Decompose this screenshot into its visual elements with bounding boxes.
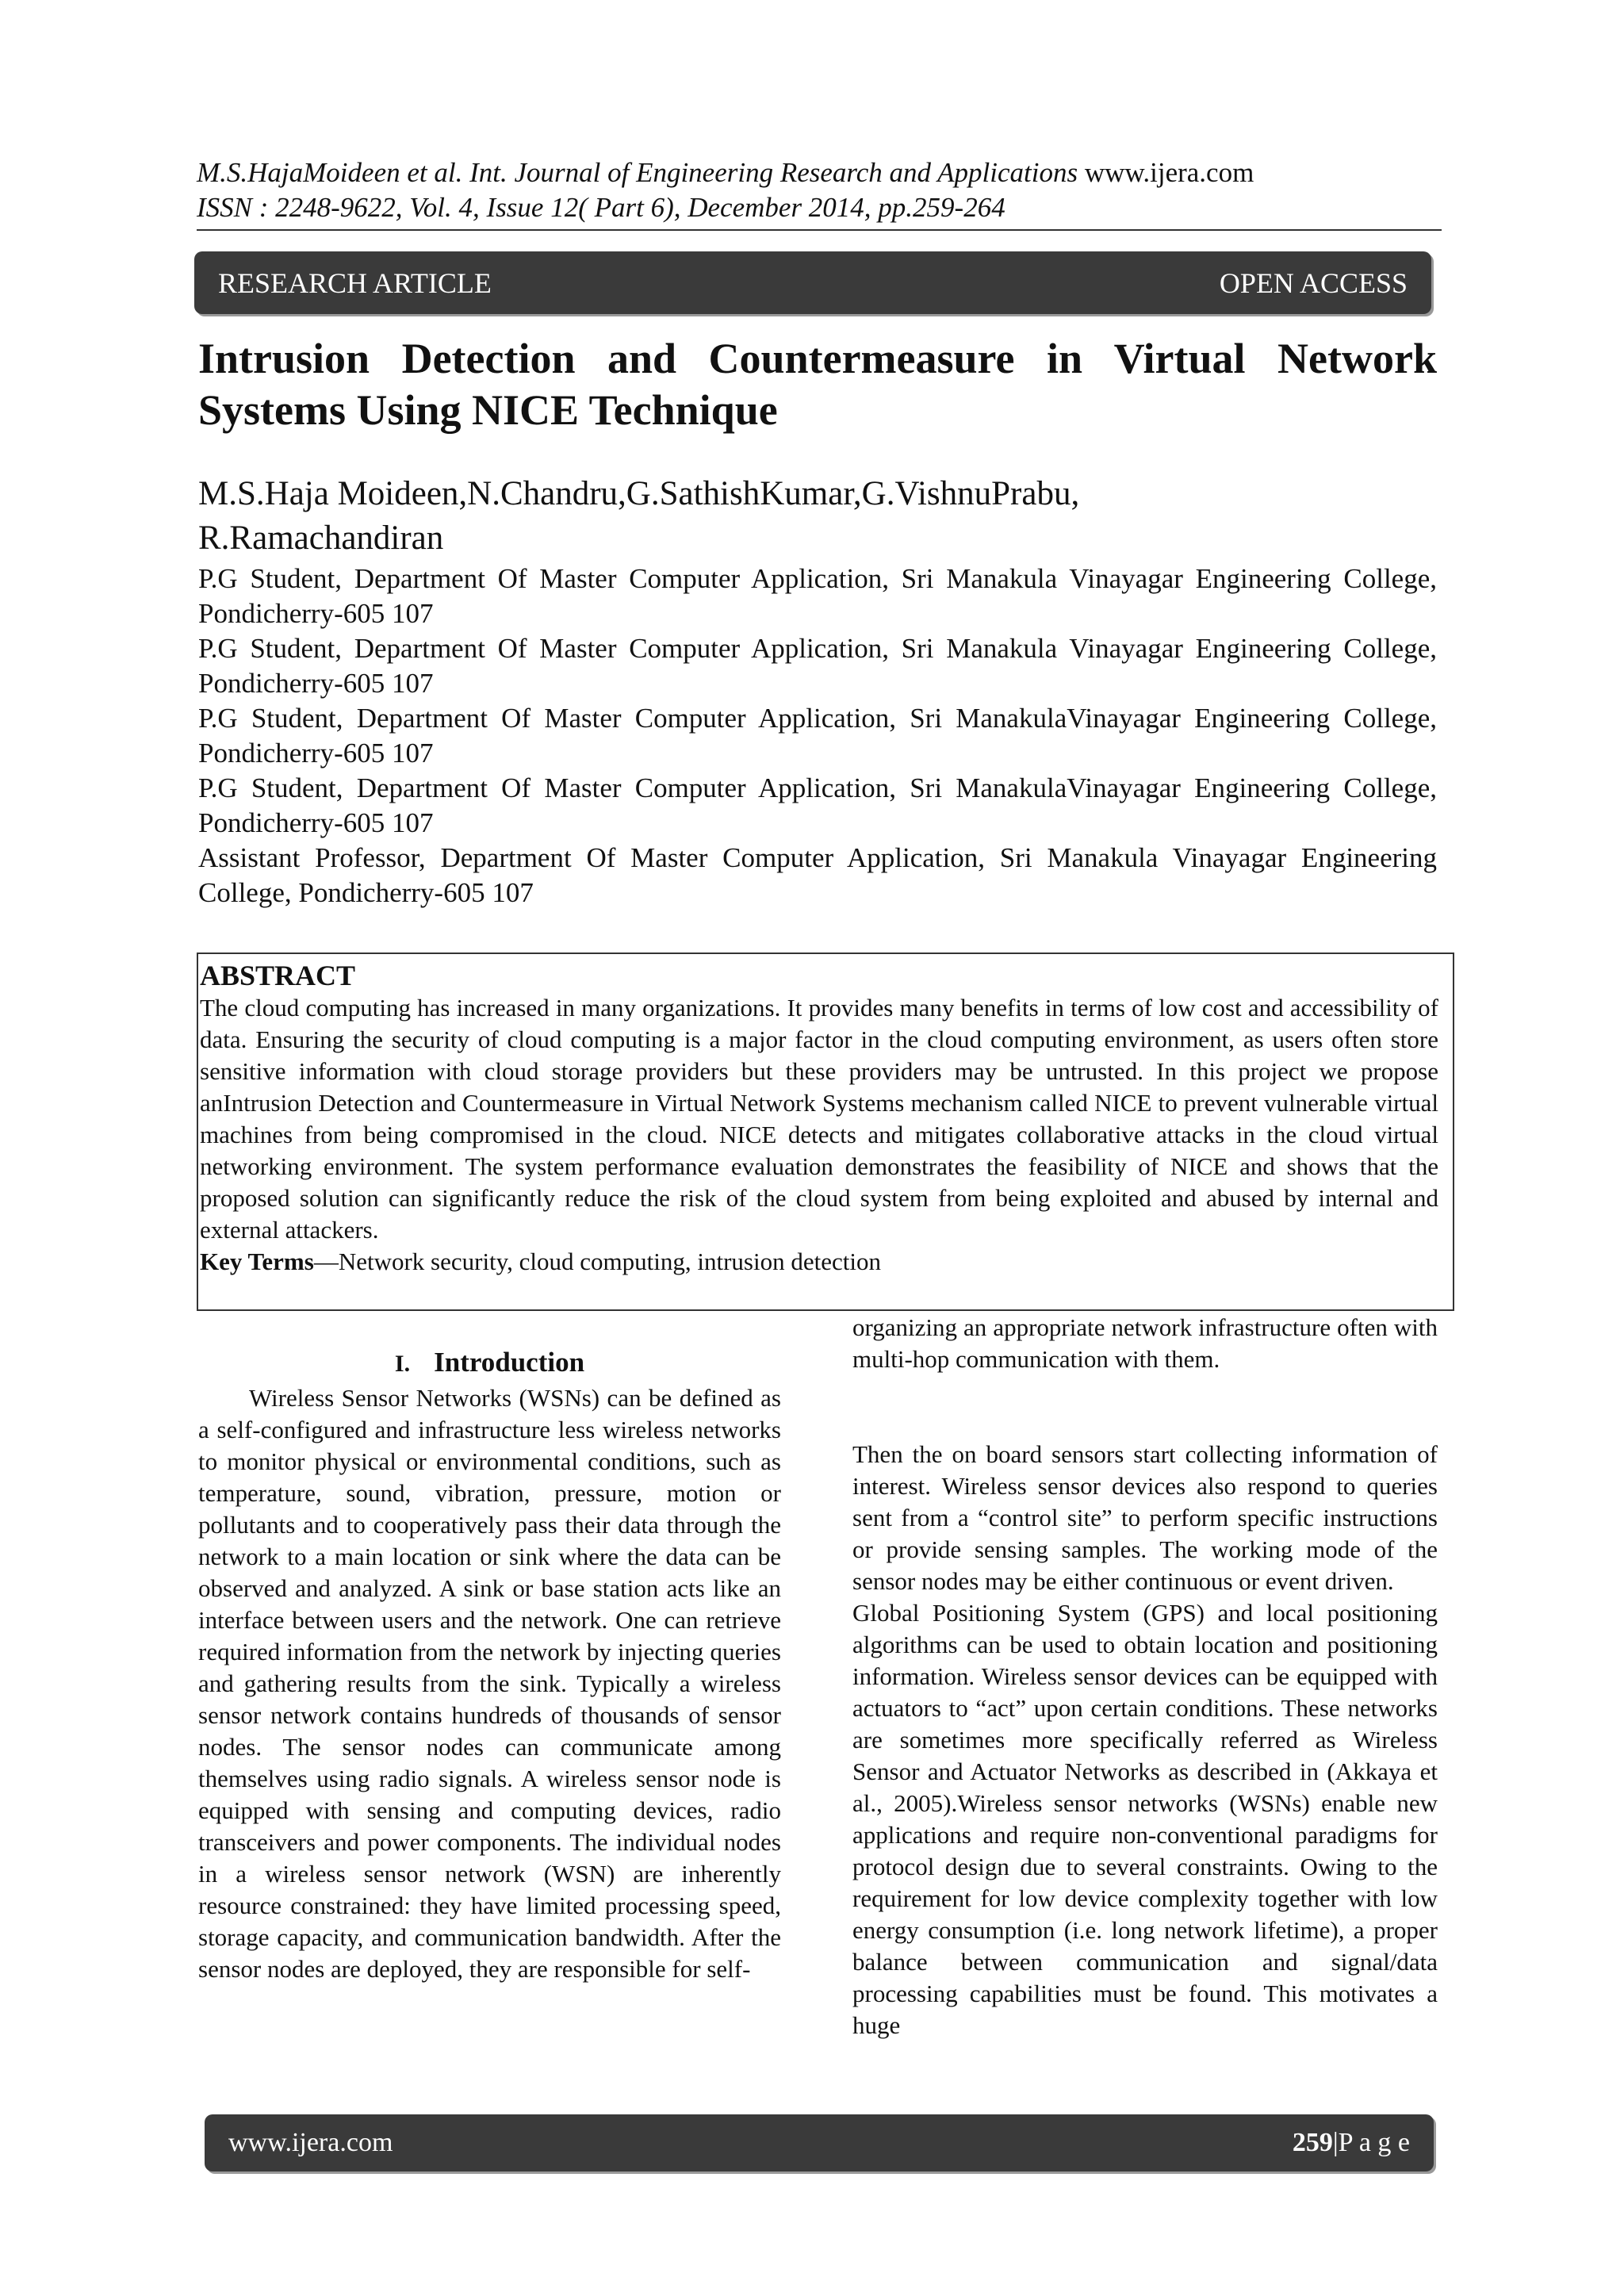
header-divider [197, 229, 1442, 231]
paper-title [198, 333, 1437, 436]
journal-citation: M.S.HajaMoideen et al. Int. Journal of Engineering Research and Applications [197, 157, 1078, 188]
paragraph-gap [852, 1375, 1438, 1439]
author-list [198, 472, 1437, 561]
issn-line: ISSN : 2248-9622, Vol. 4, Issue 12( Part 6), December 2014, pp.259-264 [197, 192, 1005, 223]
section-title: Introduction [434, 1347, 585, 1378]
page-footer [205, 2114, 1434, 2171]
page-number: 259 [1292, 2128, 1333, 2157]
affiliations [198, 562, 1437, 910]
right-paragraph-continued: organizing an appropriate network infrastructure often with multi-hop communication with them. [852, 1313, 1438, 1373]
open-access-label: OPEN ACCESS [1219, 266, 1408, 299]
affiliation-2: P.G Student, Department Of Master Computer Application, Sri Manakula Vinayagar Engineering College, Pondicherry-605 107 [198, 633, 1437, 699]
title-line-1: Intrusion Detection and Countermeasure in Virtual Network [198, 335, 1437, 382]
intro-paragraph-1: Wireless Sensor Networks (WSNs) can be defined as a self-configured and infrastructure less wireless networks to monitor physical or environmental conditions, such as temperature, sound, vibration, pressure, motion or pollutants and to cooperatively pass their data through the network to a main location or sink where the data can be observed and analyzed. A sink or base station acts like an interface between users and the network. One can retrieve required information from the network by injecting queries and gathering results from the sink. Typically a wireless sensor network contains hundreds of thousands of sensor nodes. The sensor nodes can communicate among themselves using radio signals. A wireless sensor node is equipped with sensing and computing devices, radio transceivers and power components. The individual nodes in a wireless sensor network (WSN) are inherently resource constrained: they have limited processing speed, storage capacity, and communication bandwidth. After the sensor nodes are deployed, they are responsible for self- [198, 1384, 781, 1983]
abstract-text: The cloud computing has increased in many organizations. It provides many benefits in terms of low cost and accessibility of data. Ensuring the security of cloud computing is a major factor in the cloud computing environment, as users often store sensitive information with cloud storage providers but these providers may be untrusted. In this project we propose anIntrusion Detection and Countermeasure in Virtual Network Systems mechanism called NICE to prevent vulnerable virtual machines from being compromised in the cloud. NICE detects and mitigates collaborative attacks in the cloud virtual networking environment. The system performance evaluation demonstrates the feasibility of NICE and shows that the proposed solution can significantly reduce the risk of the cloud system from being exploited and abused by internal and external attackers. [200, 994, 1438, 1244]
abstract-heading: ABSTRACT [200, 960, 356, 991]
right-paragraph-1: Then the on board sensors start collecting information of interest. Wireless sensor devices also respond to queries sent from a “control site” to perform specific instructions or provide sensing samples. The working mode of the sensor nodes may be either continuous or event driven. [852, 1440, 1438, 1595]
title-line-2: Systems Using NICE Technique [198, 386, 778, 434]
authors-line-1: M.S.Haja Moideen,N.Chandru,G.SathishKumar,G.VishnuPrabu, [198, 475, 1080, 512]
section-number: I. [394, 1351, 411, 1377]
affiliation-4: P.G Student, Department Of Master Computer Application, Sri ManakulaVinayagar Engineering College, Pondicherry-605 107 [198, 772, 1437, 838]
footer-url[interactable]: www.ijera.com [228, 2128, 393, 2157]
key-terms-text: —Network security, cloud computing, intrusion detection [313, 1248, 881, 1275]
key-terms-label: Key Terms [200, 1248, 314, 1275]
research-article-label: RESEARCH ARTICLE [218, 266, 492, 299]
journal-url[interactable]: www.ijera.com [1084, 157, 1254, 188]
journal-citation-line [197, 155, 1442, 190]
section-heading-introduction [198, 1344, 781, 1382]
left-column [198, 1344, 781, 1985]
footer-page [1293, 2128, 1410, 2158]
affiliation-1: P.G Student, Department Of Master Computer Application, Sri Manakula Vinayagar Engineering College, Pondicherry-605 107 [198, 563, 1437, 629]
affiliation-3: P.G Student, Department Of Master Computer Application, Sri ManakulaVinayagar Engineering College, Pondicherry-605 107 [198, 703, 1437, 769]
key-terms [200, 1246, 1438, 1278]
article-type-banner [194, 251, 1431, 314]
abstract-content [200, 959, 1438, 1278]
page-label: |P a g e [1332, 2128, 1410, 2157]
abstract-box [197, 953, 1454, 1311]
right-column [852, 1312, 1438, 2041]
affiliation-5: Assistant Professor, Department Of Master Computer Application, Sri Manakula Vinayagar Engineering College, Pondicherry-605 107 [198, 842, 1437, 908]
right-paragraph-2: Global Positioning System (GPS) and local positioning algorithms can be used to obtain location and positioning information. Wireless sensor devices can be equipped with actuators to “act” upon certain conditions. These networks are sometimes more specifically referred as Wireless Sensor and Actuator Networks as described in (Akkaya et al., 2005).Wireless sensor networks (WSNs) enable new applications and require non-conventional paradigms for protocol design due to several constraints. Owing to the requirement for low device complexity together with low energy consumption (i.e. long network lifetime), a proper balance between communication and signal/data processing capabilities must be found. This motivates a huge [852, 1599, 1438, 2039]
authors-line-2: R.Ramachandiran [198, 519, 444, 557]
journal-header [197, 155, 1442, 225]
